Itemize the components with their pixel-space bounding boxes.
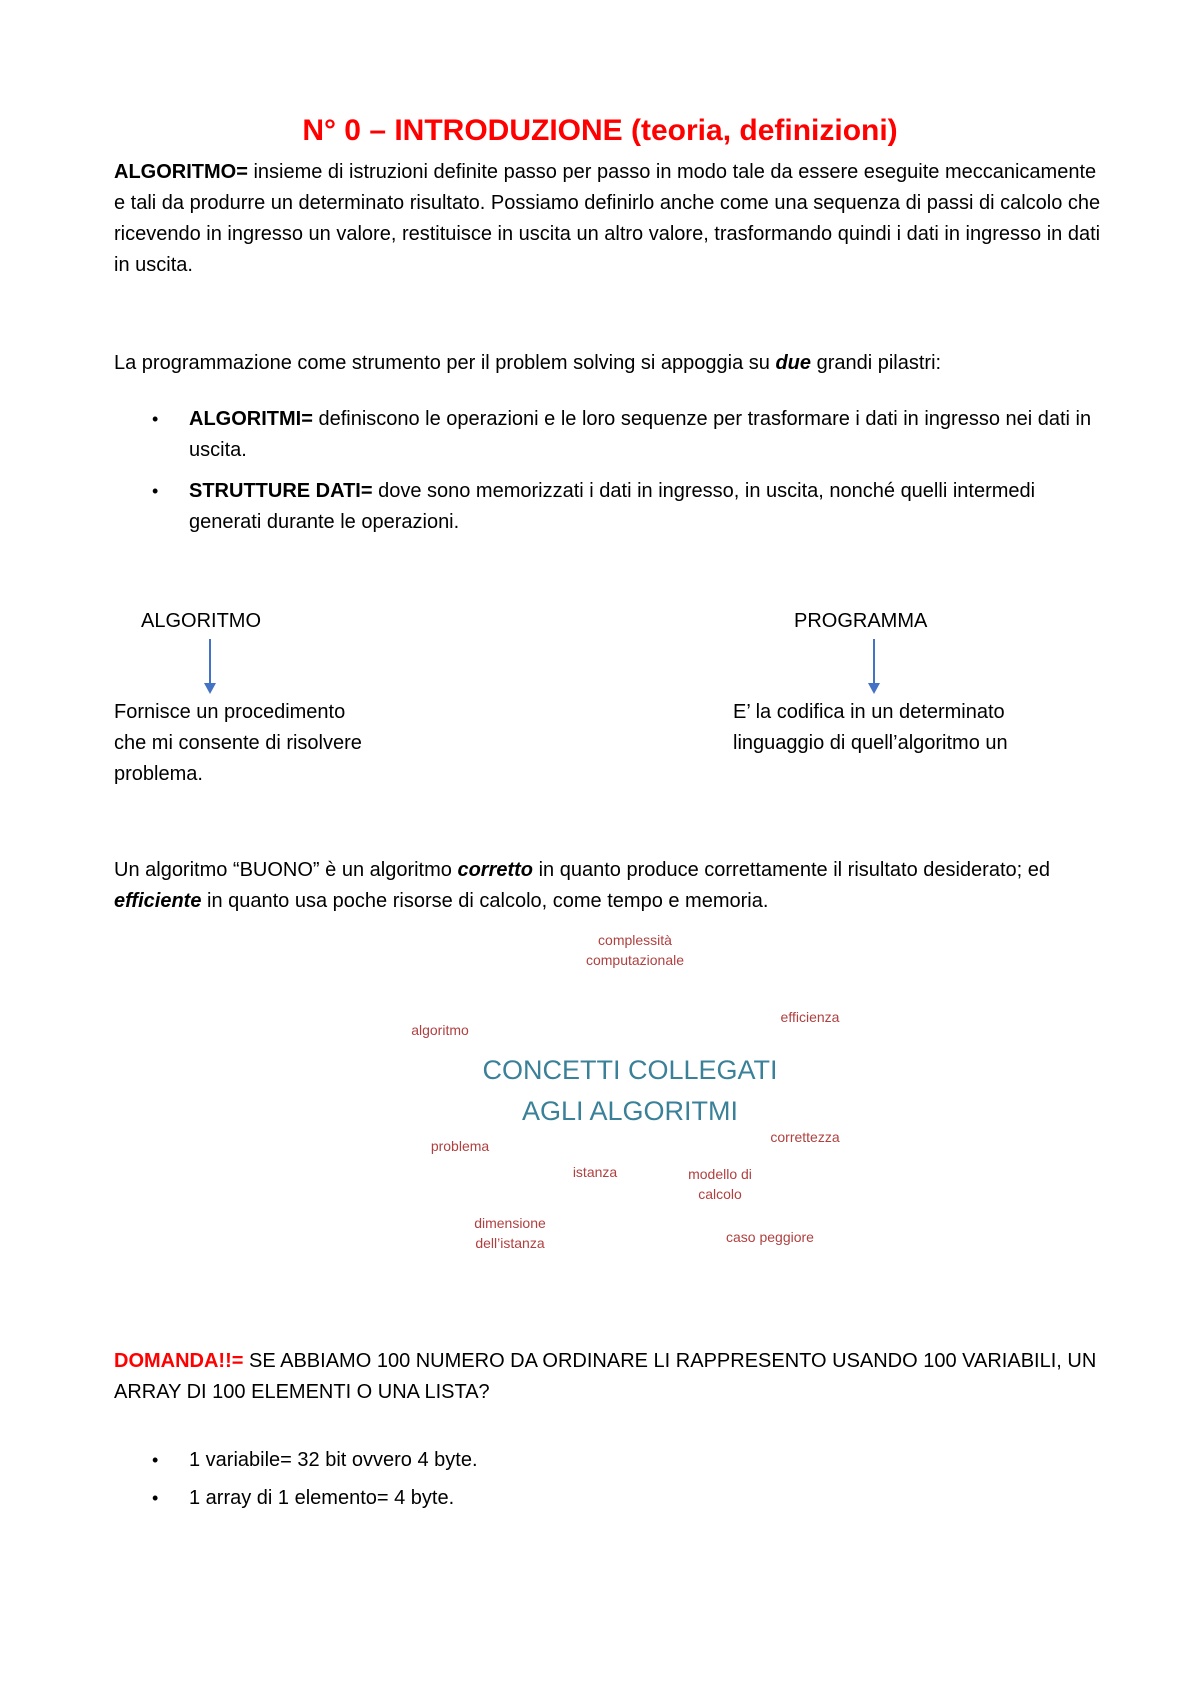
good-text-2: in quanto produce correttamente il risultato desiderato; ed — [533, 859, 1051, 881]
cloud-word: caso peggiore — [726, 1229, 814, 1245]
good-text-1: Un algoritmo “BUONO” è un algoritmo — [114, 859, 458, 881]
arrow-down-icon — [867, 639, 881, 694]
pillars-intro-emphasis: due — [775, 352, 812, 374]
question-item-text: 1 variabile= 32 bit ovvero 4 byte. — [189, 1449, 478, 1471]
pillars-intro-text: La programmazione come strumento per il problem solving si appoggia su — [114, 352, 776, 374]
cloud-word: istanza — [572, 1164, 618, 1180]
list-item — [114, 476, 1104, 538]
good-algorithm-paragraph — [114, 855, 1104, 917]
bullet-icon: • — [152, 409, 159, 429]
pillar-text: definiscono le operazioni e le loro sequenze per trasformare i dati in ingresso nei dati in uscita. — [189, 408, 1092, 461]
cloud-word: dimensione dell’istanza — [474, 1215, 546, 1251]
program-description: E’ la codifica in un determinato linguaggio di quell’algoritmo un — [733, 701, 1008, 754]
algorithm-description: Fornisce un procedimento che mi consente di risolvere problema. — [114, 701, 362, 785]
definition-text: insieme di istruzioni definite passo per passo in modo tale da essere eseguite meccanicamente e tali da produrre un determinato risultato. Possiamo definirlo anche come una sequenza di passi di calcolo che ricevendo in ingresso un valore, restituisce in uscita un altro valore, trasformando quindi i dati in ingresso in dati in uscita. — [114, 161, 1101, 276]
cloud-word: complessità computazionale — [585, 932, 685, 968]
question-text: SE ABBIAMO 100 NUMERO DA ORDINARE LI RAPPRESENTO USANDO 100 VARIABILI, UN ARRAY DI 100 ELEMENTI O UNA LISTA? — [114, 1350, 1097, 1403]
question-item-text: 1 array di 1 elemento= 4 byte. — [189, 1487, 455, 1509]
list-item — [114, 1445, 1104, 1476]
pillar-term: STRUTTURE DATI= — [189, 480, 373, 502]
definition-term: ALGORITMO= — [114, 161, 248, 183]
cloud-title: CONCETTI COLLEGATI AGLI ALGORITMI — [482, 1055, 778, 1126]
bullet-icon: • — [152, 1488, 159, 1508]
emphasis-efficient: efficiente — [114, 890, 202, 912]
pillars-intro-text-end: grandi pilastri: — [811, 352, 942, 374]
pillars-list — [114, 404, 1104, 538]
emphasis-correct: corretto — [457, 859, 534, 881]
list-item — [114, 1483, 1104, 1514]
cloud-word: efficienza — [780, 1009, 840, 1025]
program-label: PROGRAMMA — [794, 610, 928, 632]
algorithm-definition — [114, 157, 1104, 281]
cloud-word: modello di calcolo — [688, 1166, 752, 1202]
list-item — [114, 404, 1104, 466]
pillar-term: ALGORITMI= — [189, 408, 313, 430]
pillar-text: dove sono memorizzati i dati in ingresso, in uscita, nonché quelli intermedi generati durante le operazioni. — [189, 480, 1036, 533]
cloud-word: problema — [430, 1138, 490, 1154]
page-title: N° 0 – INTRODUZIONE (teoria, definizioni) — [302, 114, 898, 147]
question-paragraph — [114, 1346, 1104, 1408]
algorithm-label: ALGORITMO — [141, 610, 262, 632]
arrow-down-icon — [203, 639, 217, 694]
word-cloud — [380, 930, 880, 1260]
question-label: DOMANDA!!= — [114, 1350, 244, 1372]
question-list — [114, 1445, 1104, 1514]
good-text-3: in quanto usa poche risorse di calcolo, come tempo e memoria. — [201, 890, 769, 912]
bullet-icon: • — [152, 481, 159, 501]
bullet-icon: • — [152, 1450, 159, 1470]
cloud-word: correttezza — [770, 1129, 840, 1145]
cloud-word: algoritmo — [411, 1022, 469, 1038]
pillars-intro — [114, 348, 1104, 379]
